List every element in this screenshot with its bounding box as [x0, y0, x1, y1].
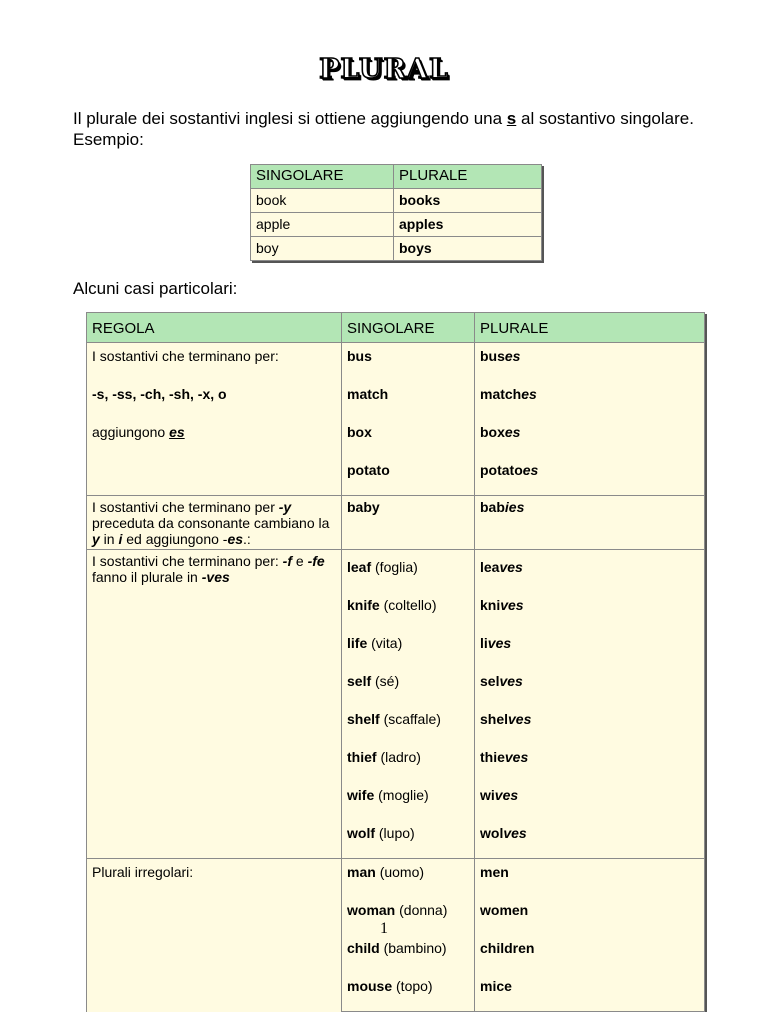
example-table [250, 164, 542, 261]
plural-cell: knives [475, 592, 705, 630]
plural-cell: selves [475, 668, 705, 706]
rule-es-line2: -s, -ss, -ch, -sh, -x, o [87, 381, 342, 419]
table-row [87, 381, 705, 419]
plural-cell: matches [475, 381, 705, 419]
table-row [251, 189, 542, 213]
intro-text-before: Il plurale dei sostantivi inglesi si ottiene aggiungendo una [73, 109, 507, 128]
singular-cell: leaf (foglia) [342, 550, 475, 593]
singular-cell: box [342, 419, 475, 457]
table-row [87, 550, 705, 593]
header-singolare: SINGOLARE [251, 165, 394, 189]
intro-text-after: al sostantivo singolare. Esempio: [73, 109, 694, 149]
page-title: PLURAL [319, 54, 449, 85]
plural-cell: men [475, 859, 705, 898]
plural-cell: books [394, 189, 542, 213]
table-row [87, 496, 705, 550]
singular-cell: book [251, 189, 394, 213]
plural-cell: boxes [475, 419, 705, 457]
header-plurale: PLURALE [475, 313, 705, 343]
plural-cell: boys [394, 237, 542, 261]
table-row [87, 419, 705, 457]
singular-cell: mouse (topo) [342, 973, 475, 1012]
singular-cell: self (sé) [342, 668, 475, 706]
header-plurale: PLURALE [394, 165, 542, 189]
plural-cell: apples [394, 213, 542, 237]
singular-cell: thief (ladro) [342, 744, 475, 782]
rule-f-text: I sostantivi che terminano per: -f e -fe fanno il plurale in -ves [87, 550, 342, 859]
header-singolare: SINGOLARE [342, 313, 475, 343]
singular-cell: apple [251, 213, 394, 237]
singular-cell: match [342, 381, 475, 419]
singular-cell: wolf (lupo) [342, 820, 475, 859]
rules-table [86, 312, 705, 1012]
plural-cell: children [475, 935, 705, 973]
singular-cell: wife (moglie) [342, 782, 475, 820]
plural-cell: women [475, 897, 705, 935]
table-row [87, 457, 705, 496]
rule-y-text: I sostantivi che terminano per -y preceduta da consonante cambiano la y in i ed aggiungono -es.: [87, 496, 342, 550]
table-row [87, 859, 705, 898]
intro-letter: s [506, 109, 517, 128]
rule-es-line3: aggiungono es [87, 419, 342, 457]
singular-cell: shelf (scaffale) [342, 706, 475, 744]
rule-irregular-text: Plurali irregolari: [87, 859, 342, 1012]
table-row [87, 343, 705, 382]
plural-cell: babies [475, 496, 705, 550]
singular-cell: man (uomo) [342, 859, 475, 898]
plural-cell: buses [475, 343, 705, 382]
plural-cell: mice [475, 973, 705, 1012]
table-row [251, 237, 542, 261]
singular-cell: baby [342, 496, 475, 550]
singular-cell: knife (coltello) [342, 592, 475, 630]
plural-cell: shelves [475, 706, 705, 744]
intro-paragraph [73, 108, 733, 150]
plural-cell: wives [475, 782, 705, 820]
plural-cell: thieves [475, 744, 705, 782]
table-row [251, 213, 542, 237]
singular-cell: boy [251, 237, 394, 261]
singular-cell: bus [342, 343, 475, 382]
plural-cell: leaves [475, 550, 705, 593]
table-header-row [87, 313, 705, 343]
plural-cell: potatoes [475, 457, 705, 496]
table-header-row [251, 165, 542, 189]
rule-es-line1: I sostantivi che terminano per: [87, 343, 342, 382]
singular-cell: life (vita) [342, 630, 475, 668]
header-regola: REGOLA [87, 313, 342, 343]
page-number: 1 [380, 920, 388, 937]
singular-cell: child (bambino) [342, 935, 475, 973]
plural-cell: wolves [475, 820, 705, 859]
subheading: Alcuni casi particolari: [73, 279, 238, 298]
plural-cell: lives [475, 630, 705, 668]
singular-cell: potato [342, 457, 475, 496]
singular-cell: woman (donna) [342, 897, 475, 935]
